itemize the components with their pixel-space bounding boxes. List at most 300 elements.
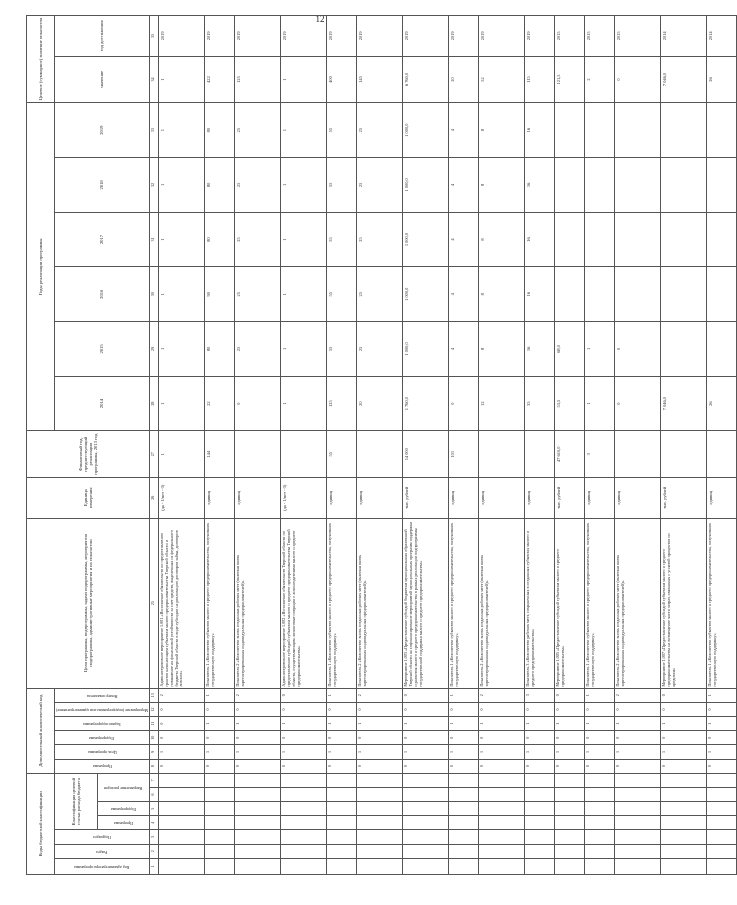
year-value-cell: 25 [235, 212, 281, 267]
budget-code-cell [661, 802, 707, 816]
target-year-cell: 2019 [479, 16, 525, 57]
budget-code-cell [159, 858, 205, 874]
extra-code-cell: 0 [585, 759, 615, 773]
budget-code-cell [661, 816, 707, 830]
target-value-cell: 7 046,0 [661, 56, 707, 103]
row-unit: единиц [585, 478, 615, 519]
year-value-cell: 80 [205, 103, 235, 158]
extra-code-cell: 0 [235, 731, 281, 745]
year-value-cell: 35 [525, 376, 555, 431]
year-value-cell: 1 [585, 322, 615, 377]
year-value-cell [615, 267, 661, 322]
row-name: Мероприятие 1.005 «Предоставление субсидий субъектам малого и среднего предпринимательства» [555, 518, 585, 688]
column-index-cell: 32 [150, 158, 159, 213]
program-table-sheet [26, 15, 717, 875]
budget-code-cell [281, 816, 327, 830]
table-row [235, 16, 281, 875]
year-value-cell: 25 [235, 103, 281, 158]
budget-code-cell [449, 830, 479, 844]
row-fin-year-value [615, 431, 661, 478]
row-unit: единиц [235, 478, 281, 519]
budget-code-cell [449, 858, 479, 874]
budget-code-cell [661, 844, 707, 858]
budget-code-cell [585, 787, 615, 801]
header-extra-code: Дополнительный аналитический код [27, 688, 55, 773]
header-extra-indicator: Номер показателя [55, 688, 150, 702]
year-value-cell: 1 000,0 [403, 212, 449, 267]
extra-code-cell: 0 [403, 688, 449, 702]
budget-code-cell [159, 787, 205, 801]
extra-code-cell: 1 [235, 745, 281, 759]
budget-code-cell [235, 787, 281, 801]
column-index-cell: 34 [150, 56, 159, 103]
budget-code-cell [403, 830, 449, 844]
budget-code-cell [479, 802, 525, 816]
extra-code-cell: 1 [357, 717, 403, 731]
year-value-cell: 1 [159, 376, 205, 431]
header-target-value: значение [55, 56, 150, 103]
budget-code-cell [281, 773, 327, 787]
column-index-cell: 10 [150, 731, 159, 745]
year-value-cell: 1 [585, 376, 615, 431]
target-year-cell: 2015 [555, 16, 585, 57]
extra-code-cell: 0 [205, 759, 235, 773]
extra-code-cell: 1 [615, 745, 661, 759]
target-year-cell: 2019 [357, 16, 403, 57]
budget-code-cell [281, 802, 327, 816]
budget-code-cell [449, 802, 479, 816]
budget-code-cell [479, 816, 525, 830]
year-value-cell: 25 [357, 158, 403, 213]
budget-code-cell [585, 844, 615, 858]
extra-code-cell: 0 [555, 731, 585, 745]
header-target-year: год достижения [55, 16, 150, 57]
budget-code-cell [525, 830, 555, 844]
row-fin-year-value [479, 431, 525, 478]
extra-code-cell: 0 [357, 759, 403, 773]
year-value-cell: 25 [357, 322, 403, 377]
row-unit: тыс. рублей [403, 478, 449, 519]
extra-code-cell: 1 [449, 745, 479, 759]
column-index-cell: 6 [150, 787, 159, 801]
budget-code-cell [403, 816, 449, 830]
row-unit: единиц [525, 478, 555, 519]
year-value-cell: 55 [327, 158, 357, 213]
extra-code-cell: 0 [403, 702, 449, 716]
year-value-cell: 0 [615, 322, 661, 377]
row-name: Административное мероприятие 1.002 «Исполнение обязательств Тверской области по предоставлению субсидий субъектам малого и среднего предпринимательства Тверской области, осуществляющим лизинговые операции с лизингодателями малого и среднего предпринимательства» [281, 518, 327, 688]
year-value-cell: 20 [357, 376, 403, 431]
row-name: Мероприятие 1.003 «Предоставление субсидий бюджетам муниципальных образований Тверской области на софинансирование мероприятий муниципальных программ поддержки и развития малого и среднего предпринимательства в рамках реализации подпрограммы государственной поддержки малого и среднего предпринимательства» [403, 518, 449, 688]
budget-code-cell [615, 844, 661, 858]
column-index-cell: 30 [150, 267, 159, 322]
budget-code-cell [403, 844, 449, 858]
extra-code-cell: 0 [159, 759, 205, 773]
year-value-cell [707, 103, 737, 158]
budget-code-cell [403, 858, 449, 874]
target-year-cell: 2019 [281, 16, 327, 57]
target-value-cell: 121,5 [555, 56, 585, 103]
extra-code-cell: 0 [661, 688, 707, 702]
row-fin-year-value [525, 431, 555, 478]
header-csr-direction: Направление расходов [97, 773, 149, 801]
row-name: Показатель 1 «Количество субъектов малого и среднего предпринимательства, получивших государственную поддержку» [707, 518, 737, 688]
extra-code-cell: 1 [205, 717, 235, 731]
extra-code-cell: 0 [159, 702, 205, 716]
year-value-cell [585, 267, 615, 322]
header-codes: Коды бюджетной классификации [27, 773, 55, 874]
target-value-cell: 115 [525, 56, 555, 103]
extra-code-cell: 0 [479, 731, 525, 745]
header-fin-year: Финансовый год, предшествующий реализации программы, 2013 год [27, 431, 150, 478]
table-row [479, 16, 525, 875]
column-index-cell: 27 [150, 431, 159, 478]
year-value-cell: 4 [449, 322, 479, 377]
column-index-cell: 2 [150, 844, 159, 858]
budget-code-cell [449, 787, 479, 801]
budget-code-cell [661, 830, 707, 844]
budget-code-cell [555, 787, 585, 801]
row-name: Показатель 2 «Количество вновь созданных рабочих мест (включая вновь зарегистрированных индивидуальных предпринимателей)» [615, 518, 661, 688]
extra-code-cell: 0 [555, 702, 585, 716]
budget-code-cell [585, 773, 615, 787]
target-year-cell: 2014 [661, 16, 707, 57]
year-value-cell: 16 [525, 322, 555, 377]
extra-code-cell: 0 [159, 731, 205, 745]
row-name: Показатель 2 «Количество вновь созданных рабочих мест (включая вновь зарегистрированных индивидуальных предпринимателей)» [357, 518, 403, 688]
year-value-cell [555, 212, 585, 267]
row-name: Показатель 1 «Количество субъектов малого и среднего предпринимательства, получивших государственную поддержку» [449, 518, 479, 688]
header-extra-program: Программа [55, 759, 150, 773]
row-fin-year-value: 101 [449, 431, 479, 478]
budget-code-cell [707, 802, 737, 816]
row-unit: единиц [707, 478, 737, 519]
column-index-row [150, 16, 159, 875]
extra-code-cell: 1 [585, 745, 615, 759]
extra-code-cell: 0 [525, 731, 555, 745]
target-year-cell: 2019 [235, 16, 281, 57]
extra-code-cell: 3 [525, 688, 555, 702]
budget-code-cell [205, 802, 235, 816]
extra-code-cell: 2 [357, 688, 403, 702]
budget-code-cell [479, 844, 525, 858]
header-admin-code: Код администратора программы [55, 858, 150, 874]
extra-code-cell: 0 [403, 759, 449, 773]
year-value-cell: 1 000,0 [403, 322, 449, 377]
extra-code-cell: 0 [525, 702, 555, 716]
target-year-cell: 2015 [615, 16, 661, 57]
row-fin-year-value: 144 [205, 431, 235, 478]
header-target: Целевое (суммарное) значение показателя [27, 16, 55, 103]
year-value-cell: 16 [525, 158, 555, 213]
target-year-cell: 2014 [707, 16, 737, 57]
target-value-cell: 125 [235, 56, 281, 103]
row-fin-year-value [707, 431, 737, 478]
budget-code-cell [357, 858, 403, 874]
year-value-cell: 55 [327, 267, 357, 322]
year-value-cell: 8 [479, 267, 525, 322]
extra-code-cell: 2 [159, 688, 205, 702]
extra-code-cell: 1 [281, 745, 327, 759]
extra-code-cell: 0 [403, 731, 449, 745]
budget-code-cell [707, 787, 737, 801]
budget-code-cell [327, 858, 357, 874]
extra-code-cell: 1 [707, 745, 737, 759]
extra-code-cell: 2 [235, 688, 281, 702]
budget-code-cell [615, 802, 661, 816]
year-value-cell: 25 [357, 267, 403, 322]
year-value-cell: 1 [281, 267, 327, 322]
budget-code-cell [159, 773, 205, 787]
table-row [555, 16, 585, 875]
target-value-cell: 20 [449, 56, 479, 103]
header-extra-measure: Мероприятие (подпрограммы или административное) [55, 702, 150, 716]
budget-code-cell [479, 858, 525, 874]
year-value-cell: 1 [159, 267, 205, 322]
year-value-cell: 16 [525, 212, 555, 267]
target-year-cell: 2019 [205, 16, 235, 57]
budget-code-cell [707, 816, 737, 830]
year-value-cell [707, 267, 737, 322]
header-csr-subprogram: Подпрограмма [97, 802, 149, 816]
target-year-cell: 2019 [327, 16, 357, 57]
year-value-cell: 1 [281, 158, 327, 213]
column-index-cell: 28 [150, 376, 159, 431]
header-extra-tasks: Задачи подпрограммы [55, 717, 150, 731]
extra-code-cell: 0 [479, 759, 525, 773]
header-year-2019: 2019 [55, 103, 150, 158]
budget-code-cell [235, 858, 281, 874]
row-unit: единиц [327, 478, 357, 519]
budget-code-cell [585, 858, 615, 874]
extra-code-cell: 1 [281, 717, 327, 731]
target-value-cell: 2 [585, 56, 615, 103]
year-value-cell: 1 [159, 212, 205, 267]
budget-code-cell [235, 773, 281, 787]
budget-code-cell [159, 830, 205, 844]
budget-code-cell [615, 858, 661, 874]
budget-code-cell [235, 816, 281, 830]
extra-code-cell: 0 [281, 731, 327, 745]
target-value-cell: 26 [707, 56, 737, 103]
year-value-cell [661, 212, 707, 267]
year-value-cell: 55 [327, 212, 357, 267]
column-index-cell: 33 [150, 103, 159, 158]
extra-code-cell: 0 [615, 731, 661, 745]
column-index-cell: 1 [150, 858, 159, 874]
year-value-cell: 1 [159, 158, 205, 213]
extra-code-cell: 1 [479, 745, 525, 759]
row-unit: тыс. рублей [661, 478, 707, 519]
table-row [661, 16, 707, 875]
budget-code-cell [615, 816, 661, 830]
year-value-cell [661, 158, 707, 213]
extra-code-cell: 0 [327, 702, 357, 716]
budget-code-cell [555, 816, 585, 830]
budget-code-cell [707, 830, 737, 844]
column-index-cell: 9 [150, 745, 159, 759]
budget-code-cell [281, 830, 327, 844]
extra-code-cell: 1 [205, 745, 235, 759]
extra-code-cell: 1 [327, 745, 357, 759]
budget-code-cell [327, 802, 357, 816]
row-fin-year-value: 47 610,0 [555, 431, 585, 478]
extra-code-cell: 0 [585, 702, 615, 716]
budget-code-cell [525, 844, 555, 858]
extra-code-cell: 2 [615, 688, 661, 702]
column-index-cell: 8 [150, 759, 159, 773]
extra-code-cell: 0 [615, 759, 661, 773]
extra-code-cell: 1 [403, 745, 449, 759]
budget-code-cell [235, 830, 281, 844]
budget-code-cell [205, 858, 235, 874]
table-row [615, 16, 661, 875]
table-row [707, 16, 737, 875]
extra-code-cell: 1 [449, 717, 479, 731]
table-row [403, 16, 449, 875]
row-unit: единиц [205, 478, 235, 519]
row-fin-year-value [357, 431, 403, 478]
year-value-cell: 25 [235, 158, 281, 213]
extra-code-cell: 0 [205, 731, 235, 745]
extra-code-cell: 1 [661, 717, 707, 731]
year-value-cell [585, 212, 615, 267]
extra-code-cell: 1 [555, 745, 585, 759]
budget-code-cell [479, 787, 525, 801]
year-value-cell: 16 [525, 267, 555, 322]
year-value-cell: 68,0 [555, 322, 585, 377]
extra-code-cell: 1 [205, 688, 235, 702]
year-value-cell: 1 [281, 212, 327, 267]
table-body [150, 16, 737, 875]
extra-code-cell: 1 [327, 688, 357, 702]
budget-code-cell [327, 830, 357, 844]
budget-code-cell [281, 858, 327, 874]
column-index-cell: 7 [150, 773, 159, 787]
budget-code-cell [327, 844, 357, 858]
extra-code-cell: 0 [707, 702, 737, 716]
budget-code-cell [479, 773, 525, 787]
year-value-cell [615, 212, 661, 267]
budget-code-cell [357, 816, 403, 830]
row-name: Показатель 2 «Количество вновь созданных рабочих мест (включая вновь зарегистрированных индивидуальных предпринимателей)» [235, 518, 281, 688]
year-value-cell [661, 103, 707, 158]
extra-code-cell: 0 [327, 759, 357, 773]
header-unit: Единица измерения [27, 478, 150, 519]
year-value-cell: 1 000,0 [403, 158, 449, 213]
column-index-cell: 26 [150, 478, 159, 519]
year-value-cell [707, 158, 737, 213]
budget-code-cell [661, 787, 707, 801]
target-year-cell: 2019 [159, 16, 205, 57]
year-value-cell: 22 [205, 376, 235, 431]
extra-code-cell: 0 [159, 717, 205, 731]
extra-code-cell: 1 [357, 745, 403, 759]
budget-code-cell [449, 773, 479, 787]
budget-code-cell [525, 858, 555, 874]
row-unit: единиц [479, 478, 525, 519]
budget-code-cell [327, 816, 357, 830]
budget-code-cell [403, 787, 449, 801]
budget-code-cell [555, 844, 585, 858]
target-value-cell: 0 [615, 56, 661, 103]
column-index-cell: 35 [150, 16, 159, 57]
budget-code-cell [585, 816, 615, 830]
budget-code-cell [449, 844, 479, 858]
extra-code-cell: 0 [281, 688, 327, 702]
program-table [26, 15, 737, 875]
row-unit: единиц [357, 478, 403, 519]
table-row [449, 16, 479, 875]
extra-code-cell: 1 [403, 717, 449, 731]
year-value-cell: 26 [707, 376, 737, 431]
extra-code-cell: 0 [707, 759, 737, 773]
row-name: Административное мероприятие 1.001 «Исполнение обязательств по предоставлению грантов начинающим субъектам малого предпринимательства Тверской области и повышение их финансовой устойчивости за счет средств, выделенных из федерального бюджета Тверской области в виде субсидии на реализацию договоров займа, договоров лизинга» [159, 518, 205, 688]
year-value-cell: 25 [357, 212, 403, 267]
extra-code-cell: 0 [281, 759, 327, 773]
year-value-cell: 4 [449, 212, 479, 267]
target-value-cell: 145 [357, 56, 403, 103]
extra-code-cell: 1 [615, 717, 661, 731]
extra-code-cell: 1 [235, 717, 281, 731]
year-value-cell [555, 158, 585, 213]
target-value-cell: 1 [281, 56, 327, 103]
column-index-cell: 29 [150, 322, 159, 377]
budget-code-cell [205, 844, 235, 858]
budget-code-cell [403, 802, 449, 816]
extra-code-cell: 1 [555, 717, 585, 731]
budget-code-cell [555, 830, 585, 844]
row-fin-year-value: 1 [159, 431, 205, 478]
budget-code-cell [159, 844, 205, 858]
row-fin-year-value [661, 431, 707, 478]
budget-code-cell [357, 830, 403, 844]
row-fin-year-value [235, 431, 281, 478]
year-value-cell: 25 [357, 103, 403, 158]
header-csr-program: Программа [97, 816, 149, 830]
budget-code-cell [707, 844, 737, 858]
extra-code-cell: 0 [205, 702, 235, 716]
row-name: Показатель 3 «Количество рабочих мест, сохраненных в созданных субъектах малого и среднего предпринимательства» [525, 518, 555, 688]
year-value-cell [707, 322, 737, 377]
row-name: Показатель 1 «Количество субъектов малого и среднего предпринимательства, получивших государственную поддержку» [327, 518, 357, 688]
extra-code-cell: 0 [235, 702, 281, 716]
header-csr: Классификация целевой статьи расхода бюджета [55, 773, 98, 830]
row-name: Показатель 2 «Количество вновь созданных рабочих мест (включая вновь зарегистрированных индивидуальных предпринимателей)» [479, 518, 525, 688]
budget-code-cell [357, 773, 403, 787]
year-value-cell: 53,5 [555, 376, 585, 431]
year-value-cell [555, 103, 585, 158]
extra-code-cell: 2 [479, 688, 525, 702]
row-unit: (да - 1/нет - 0) [159, 478, 205, 519]
table-row [357, 16, 403, 875]
column-index-cell: 25 [150, 518, 159, 688]
budget-code-cell [707, 773, 737, 787]
extra-code-cell: 0 [661, 759, 707, 773]
extra-code-cell: 0 [357, 731, 403, 745]
budget-code-cell [615, 773, 661, 787]
table-row [585, 16, 615, 875]
budget-code-cell [661, 858, 707, 874]
header-year-2014: 2014 [55, 376, 150, 431]
budget-code-cell [327, 787, 357, 801]
budget-code-cell [525, 816, 555, 830]
column-index-cell: 12 [150, 702, 159, 716]
row-fin-year-value: 55 [327, 431, 357, 478]
extra-code-cell: 1 [159, 745, 205, 759]
header-section: Раздел [55, 844, 150, 858]
budget-code-cell [661, 773, 707, 787]
